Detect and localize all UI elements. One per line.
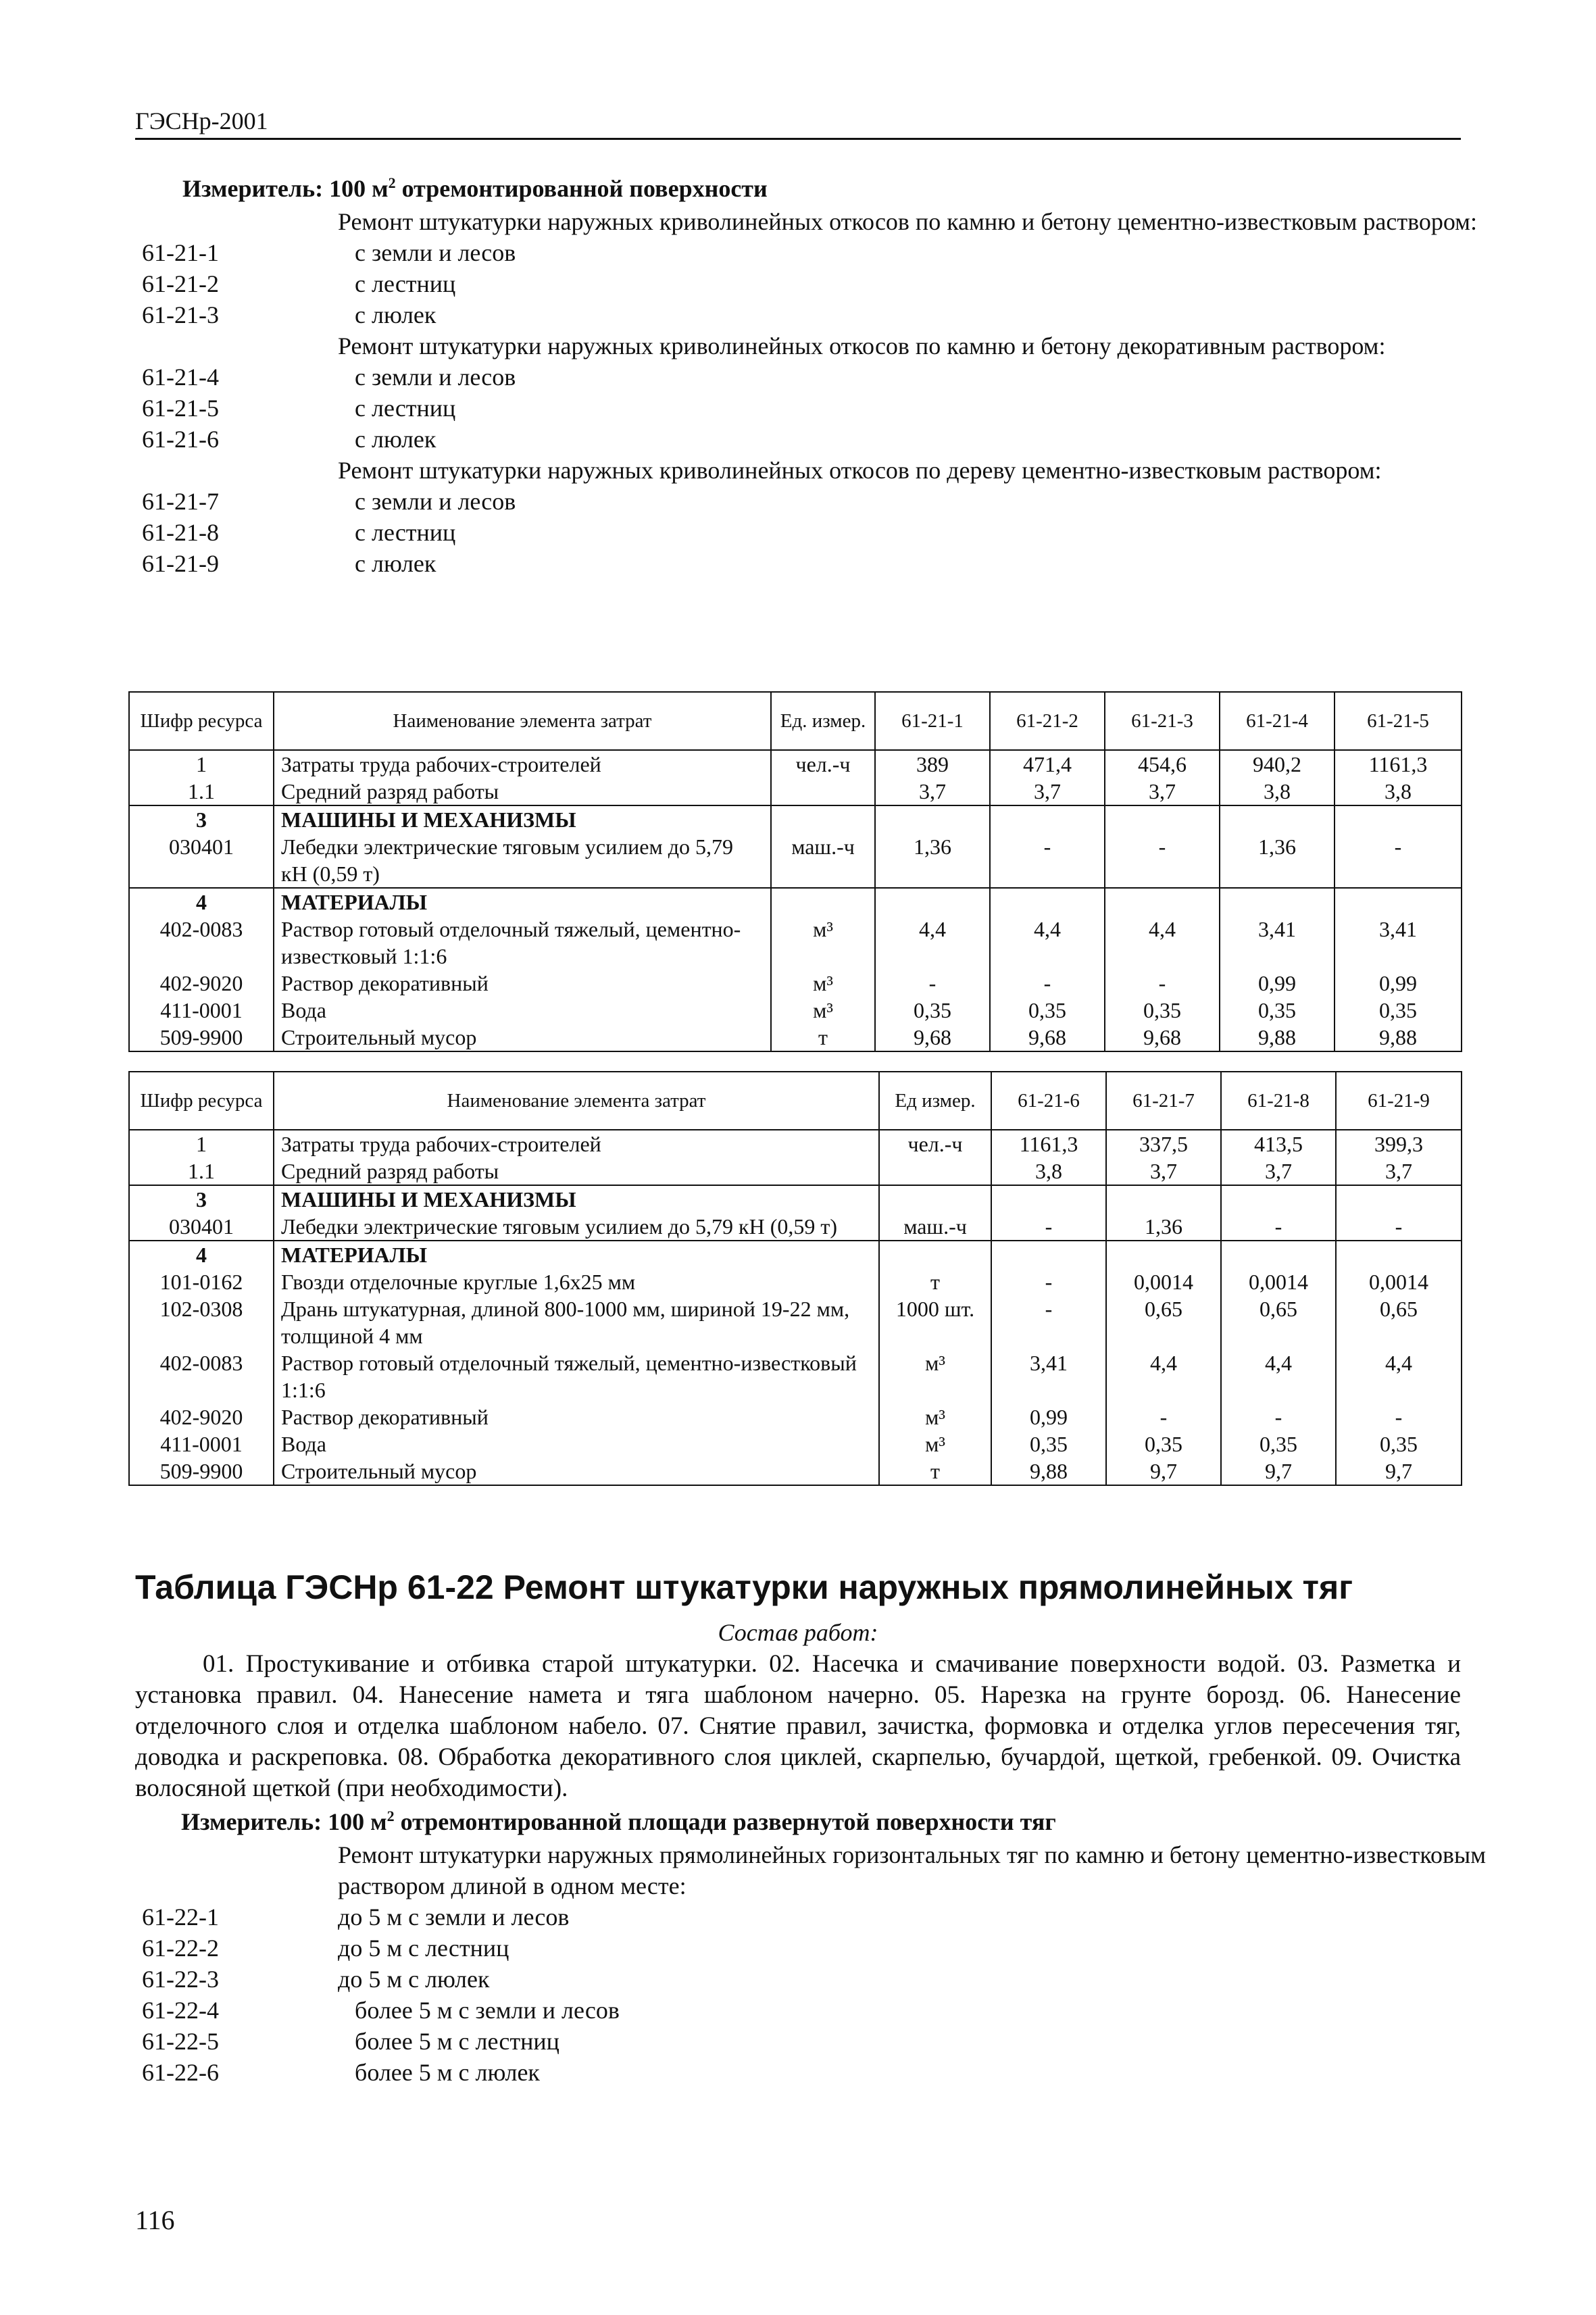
cell: 3 xyxy=(129,1185,274,1213)
cell: 9,7 xyxy=(1106,1458,1221,1485)
cell: 471,4 xyxy=(990,750,1105,778)
cell: Вода xyxy=(274,997,771,1024)
meter-sup: 2 xyxy=(388,174,396,191)
cell: - xyxy=(990,970,1105,997)
cell: 4,4 xyxy=(1105,916,1220,970)
norm-entry xyxy=(142,362,1487,393)
cell: Раствор декоративный xyxy=(274,970,771,997)
norm-list-61-22 xyxy=(142,1839,1487,2088)
cell: 402-0083 xyxy=(129,916,274,970)
cell: 509-9900 xyxy=(129,1024,274,1051)
norm-list-61-21 xyxy=(142,206,1487,579)
cell: 9,7 xyxy=(1336,1458,1462,1485)
cell: - xyxy=(875,970,990,997)
cell: 9,7 xyxy=(1221,1458,1336,1485)
cell: 0,99 xyxy=(1220,970,1335,997)
cell xyxy=(1105,888,1220,916)
column-header: 61-21-2 xyxy=(990,692,1105,750)
meter-suffix: отремонтированной поверхности xyxy=(395,175,768,202)
cell: 3,8 xyxy=(991,1158,1106,1185)
cell: 4,4 xyxy=(875,916,990,970)
works-description: 01. Простукивание и отбивка старой штукатурки. 02. Насечка и смачивание поверхности водой. 03. Разметка и установка правил. 04. Нанесение намета и тяга шаблоном начерно. 05. Нарезка на грунте борозд. 06. Нанесение отделочного слоя и отделка шаблоном набело. 07. Снятие правил, зачистка, формовка и отделка углов пересечения тяг, доводка и раскреповка. 08. Обработка декоративного слоя циклей, скарпелью, бучардой, щеткой, гребенкой. 09. Очистка волосяной щеткой (при необходимости). xyxy=(135,1650,1461,1802)
cell: 0,35 xyxy=(990,997,1105,1024)
resource-table-1 xyxy=(128,691,1462,1052)
table-row xyxy=(129,1403,1462,1430)
cell: 1161,3 xyxy=(991,1130,1106,1158)
cell: 9,68 xyxy=(875,1024,990,1051)
column-header: 61-21-4 xyxy=(1220,692,1335,750)
cell: Раствор готовый отделочный тяжелый, цементно-известковый 1:1:6 xyxy=(274,916,771,970)
cell: 413,5 xyxy=(1221,1130,1336,1158)
cell xyxy=(1335,888,1462,916)
cell: Дрань штукатурная, длиной 800-1000 мм, шириной 19-22 мм, толщиной 4 мм xyxy=(274,1295,879,1349)
cell: м³ xyxy=(879,1430,991,1458)
meter-suffix: отремонтированной площади развернутой поверхности тяг xyxy=(394,1808,1056,1835)
norm-entry xyxy=(142,268,1487,299)
cell: маш.-ч xyxy=(879,1213,991,1241)
cell: 402-9020 xyxy=(129,970,274,997)
cell xyxy=(1221,1241,1336,1268)
group-description: Ремонт штукатурки наружных прямолинейных горизонтальных тяг по камню и бетону цементно-известковым раствором длиной в одном месте: xyxy=(338,1841,1487,1899)
cell: 399,3 xyxy=(1336,1130,1462,1158)
cell: 3,8 xyxy=(1220,778,1335,805)
cell: 940,2 xyxy=(1220,750,1335,778)
cell: 0,35 xyxy=(991,1430,1106,1458)
table-row xyxy=(129,1268,1462,1295)
group-description: Ремонт штукатурки наружных криволинейных откосов по дереву цементно-известковым раствором: xyxy=(338,457,1382,484)
cell: 1,36 xyxy=(875,833,990,888)
cell xyxy=(879,1158,991,1185)
norm-code: 61-22-3 xyxy=(142,1966,219,1993)
cell: - xyxy=(1336,1403,1462,1430)
resource-table-2 xyxy=(128,1071,1462,1486)
norm-entry xyxy=(142,2057,1487,2088)
cell: 0,65 xyxy=(1106,1295,1221,1349)
cell: Затраты труда рабочих-строителей xyxy=(274,1130,879,1158)
column-header: Ед. измер. xyxy=(771,692,875,750)
norm-entry xyxy=(142,237,1487,268)
norm-label: с земли и лесов xyxy=(355,239,516,266)
cell: 4 xyxy=(129,888,274,916)
cell: 3,7 xyxy=(1336,1158,1462,1185)
norm-entry xyxy=(142,1933,1487,1964)
cell: т xyxy=(879,1458,991,1485)
norm-entry xyxy=(142,2026,1487,2057)
cell: 9,88 xyxy=(991,1458,1106,1485)
cell: 0,35 xyxy=(875,997,990,1024)
cell: 0,65 xyxy=(1221,1295,1336,1349)
norm-entry xyxy=(142,1901,1487,1933)
cell: м³ xyxy=(771,916,875,970)
norm-label: до 5 м с лестниц xyxy=(338,1935,509,1962)
column-header: 61-21-8 xyxy=(1221,1072,1336,1130)
cell: 9,68 xyxy=(1105,1024,1220,1051)
cell: т xyxy=(879,1268,991,1295)
cell: МАШИНЫ И МЕХАНИЗМЫ xyxy=(274,805,771,833)
norm-code: 61-21-7 xyxy=(142,488,219,515)
norm-label: более 5 м с земли и лесов xyxy=(355,1997,620,2024)
cell: 9,68 xyxy=(990,1024,1105,1051)
cell: 0,0014 xyxy=(1336,1268,1462,1295)
cell: МАШИНЫ И МЕХАНИЗМЫ xyxy=(274,1185,879,1213)
norm-code: 61-21-9 xyxy=(142,550,219,577)
cell xyxy=(1105,805,1220,833)
table-section-row xyxy=(129,1185,1462,1213)
cell xyxy=(879,1241,991,1268)
cell: 3,41 xyxy=(1335,916,1462,970)
cell xyxy=(991,1241,1106,1268)
column-header: Ед измер. xyxy=(879,1072,991,1130)
column-header: Шифр ресурса xyxy=(129,692,274,750)
norm-entry xyxy=(142,299,1487,330)
column-header: Наименование элемента затрат xyxy=(274,692,771,750)
norm-label: более 5 м с люлек xyxy=(355,2059,540,2086)
group-description: Ремонт штукатурки наружных криволинейных откосов по камню и бетону цементно-известковым раствором: xyxy=(338,208,1477,235)
page-number: 116 xyxy=(135,2205,175,2235)
table-row xyxy=(129,997,1462,1024)
table-section-row xyxy=(129,805,1462,833)
cell: Вода xyxy=(274,1430,879,1458)
table-section-row xyxy=(129,1241,1462,1268)
cell: т xyxy=(771,1024,875,1051)
cell xyxy=(771,778,875,805)
table-row xyxy=(129,778,1462,805)
column-header: 61-21-3 xyxy=(1105,692,1220,750)
norm-code: 61-22-6 xyxy=(142,2059,219,2086)
norm-label: с люлек xyxy=(355,426,437,453)
cell: м³ xyxy=(879,1349,991,1403)
norm-entry xyxy=(142,424,1487,455)
cell xyxy=(1335,805,1462,833)
cell: - xyxy=(1335,833,1462,888)
cell: - xyxy=(991,1295,1106,1349)
cell: Затраты труда рабочих-строителей xyxy=(274,750,771,778)
norm-label: с земли и лесов xyxy=(355,364,516,391)
cell: 389 xyxy=(875,750,990,778)
cell: 0,99 xyxy=(991,1403,1106,1430)
cell: - xyxy=(990,833,1105,888)
cell: 1,36 xyxy=(1220,833,1335,888)
cell xyxy=(1336,1241,1462,1268)
group-description: Ремонт штукатурки наружных криволинейных откосов по камню и бетону декоративным раствором: xyxy=(338,332,1386,359)
cell: 3,41 xyxy=(1220,916,1335,970)
table-header-row xyxy=(129,692,1462,750)
table-header-row xyxy=(129,1072,1462,1130)
table-row xyxy=(129,750,1462,778)
column-header: 61-21-7 xyxy=(1106,1072,1221,1130)
cell: маш.-ч xyxy=(771,833,875,888)
cell: м³ xyxy=(879,1403,991,1430)
table-row xyxy=(129,1458,1462,1485)
cell: 1000 шт. xyxy=(879,1295,991,1349)
norm-code: 61-21-3 xyxy=(142,301,219,328)
norm-label: с земли и лесов xyxy=(355,488,516,515)
cell xyxy=(879,1185,991,1213)
cell: Гвозди отделочные круглые 1,6х25 мм xyxy=(274,1268,879,1295)
cell: 4,4 xyxy=(1221,1349,1336,1403)
cell xyxy=(771,888,875,916)
norm-label: до 5 м с земли и лесов xyxy=(338,1903,570,1931)
cell: м³ xyxy=(771,997,875,1024)
cell: 102-0308 xyxy=(129,1295,274,1349)
norm-label: с люлек xyxy=(355,301,437,328)
column-header: 61-21-1 xyxy=(875,692,990,750)
norm-code: 61-21-8 xyxy=(142,519,219,546)
norm-label: с лестниц xyxy=(355,395,456,422)
cell: 0,0014 xyxy=(1221,1268,1336,1295)
table-row xyxy=(129,970,1462,997)
cell xyxy=(1221,1185,1336,1213)
cell: 4 xyxy=(129,1241,274,1268)
cell: - xyxy=(991,1268,1106,1295)
table-row xyxy=(129,1349,1462,1403)
cell: 101-0162 xyxy=(129,1268,274,1295)
cell: 3,41 xyxy=(991,1349,1106,1403)
cell: 4,4 xyxy=(1336,1349,1462,1403)
cell: 411-0001 xyxy=(129,1430,274,1458)
cell xyxy=(771,805,875,833)
cell: 1 xyxy=(129,1130,274,1158)
norm-code: 61-21-5 xyxy=(142,395,219,422)
cell: 0,35 xyxy=(1335,997,1462,1024)
cell: 0,0014 xyxy=(1106,1268,1221,1295)
norm-code: 61-21-4 xyxy=(142,364,219,391)
cell: МАТЕРИАЛЫ xyxy=(274,1241,879,1268)
norm-code: 61-21-1 xyxy=(142,239,219,266)
norm-label: с люлек xyxy=(355,550,437,577)
norm-entry xyxy=(142,517,1487,548)
cell: 402-9020 xyxy=(129,1403,274,1430)
cell: 0,35 xyxy=(1105,997,1220,1024)
cell: 0,65 xyxy=(1336,1295,1462,1349)
running-header: ГЭСНр-2001 xyxy=(135,107,1461,140)
cell: 3,8 xyxy=(1335,778,1462,805)
norm-label: до 5 м с люлек xyxy=(338,1966,490,1993)
works-title: Состав работ: xyxy=(718,1619,878,1646)
cell: м³ xyxy=(771,970,875,997)
cell xyxy=(991,1185,1106,1213)
cell: 454,6 xyxy=(1105,750,1220,778)
norm-code: 61-22-4 xyxy=(142,1997,219,2024)
table-row xyxy=(129,1430,1462,1458)
norm-entry xyxy=(142,393,1487,424)
norm-label: более 5 м с лестниц xyxy=(355,2028,559,2055)
cell: 402-0083 xyxy=(129,1349,274,1403)
norm-label: с лестниц xyxy=(355,519,456,546)
cell: 9,88 xyxy=(1220,1024,1335,1051)
norm-code: 61-22-5 xyxy=(142,2028,219,2055)
meter-line-2 xyxy=(181,1808,1056,1836)
column-header: 61-21-5 xyxy=(1335,692,1462,750)
norm-code: 61-22-1 xyxy=(142,1903,219,1931)
meter-prefix: Измеритель: 100 м xyxy=(181,1808,387,1835)
section-title: Таблица ГЭСНр 61-22 Ремонт штукатурки наружных прямолинейных тяг xyxy=(135,1568,1353,1606)
norm-entry xyxy=(142,1964,1487,1995)
cell: 411-0001 xyxy=(129,997,274,1024)
cell: 4,4 xyxy=(990,916,1105,970)
cell: Средний разряд работы xyxy=(274,778,771,805)
table-row xyxy=(129,1158,1462,1185)
cell: 1 xyxy=(129,750,274,778)
cell: 3,7 xyxy=(875,778,990,805)
norm-entry xyxy=(142,1995,1487,2026)
cell: 1161,3 xyxy=(1335,750,1462,778)
column-header: 61-21-6 xyxy=(991,1072,1106,1130)
norm-code: 61-22-2 xyxy=(142,1935,219,1962)
cell: Лебедки электрические тяговым усилием до 5,79 кН (0,59 т) xyxy=(274,833,771,888)
norm-entry xyxy=(142,548,1487,579)
cell: Строительный мусор xyxy=(274,1024,771,1051)
cell: 4,4 xyxy=(1106,1349,1221,1403)
table-row xyxy=(129,1130,1462,1158)
table-section-row xyxy=(129,888,1462,916)
cell: 0,35 xyxy=(1220,997,1335,1024)
cell: 1.1 xyxy=(129,778,274,805)
cell xyxy=(1106,1241,1221,1268)
cell: - xyxy=(1105,833,1220,888)
cell: - xyxy=(1106,1403,1221,1430)
cell: 509-9900 xyxy=(129,1458,274,1485)
cell: 3 xyxy=(129,805,274,833)
meter-line-1 xyxy=(182,174,768,203)
cell xyxy=(990,888,1105,916)
cell: МАТЕРИАЛЫ xyxy=(274,888,771,916)
cell xyxy=(875,888,990,916)
cell: 3,7 xyxy=(1221,1158,1336,1185)
cell xyxy=(1106,1185,1221,1213)
norm-entry xyxy=(142,486,1487,517)
cell: 3,7 xyxy=(1105,778,1220,805)
cell: - xyxy=(1221,1213,1336,1241)
meter-sup: 2 xyxy=(386,1808,395,1824)
table-row xyxy=(129,1295,1462,1349)
cell: чел.-ч xyxy=(771,750,875,778)
meter-prefix: Измеритель: 100 м xyxy=(182,175,389,202)
cell: Раствор декоративный xyxy=(274,1403,879,1430)
cell: 0,35 xyxy=(1336,1430,1462,1458)
column-header: Шифр ресурса xyxy=(129,1072,274,1130)
cell xyxy=(1220,805,1335,833)
cell: 3,7 xyxy=(1106,1158,1221,1185)
norm-label: с лестниц xyxy=(355,270,456,297)
cell: 3,7 xyxy=(990,778,1105,805)
cell: - xyxy=(1221,1403,1336,1430)
cell: Лебедки электрические тяговым усилием до 5,79 кН (0,59 т) xyxy=(274,1213,879,1241)
cell: - xyxy=(1105,970,1220,997)
table-row xyxy=(129,833,1462,888)
table-row xyxy=(129,1024,1462,1051)
cell: 1,36 xyxy=(1106,1213,1221,1241)
cell: 9,88 xyxy=(1335,1024,1462,1051)
column-header: Наименование элемента затрат xyxy=(274,1072,879,1130)
cell: 0,35 xyxy=(1221,1430,1336,1458)
cell: 0,99 xyxy=(1335,970,1462,997)
cell xyxy=(1336,1185,1462,1213)
cell: 030401 xyxy=(129,1213,274,1241)
table-row xyxy=(129,916,1462,970)
table-row xyxy=(129,1213,1462,1241)
cell: Строительный мусор xyxy=(274,1458,879,1485)
norm-code: 61-21-2 xyxy=(142,270,219,297)
cell: Раствор готовый отделочный тяжелый, цементно-известковый 1:1:6 xyxy=(274,1349,879,1403)
cell: 337,5 xyxy=(1106,1130,1221,1158)
cell: 0,35 xyxy=(1106,1430,1221,1458)
cell: - xyxy=(1336,1213,1462,1241)
cell: Средний разряд работы xyxy=(274,1158,879,1185)
cell xyxy=(1220,888,1335,916)
cell xyxy=(990,805,1105,833)
cell: 1.1 xyxy=(129,1158,274,1185)
cell: - xyxy=(991,1213,1106,1241)
norm-code: 61-21-6 xyxy=(142,426,219,453)
column-header: 61-21-9 xyxy=(1336,1072,1462,1130)
cell xyxy=(875,805,990,833)
cell: чел.-ч xyxy=(879,1130,991,1158)
cell: 030401 xyxy=(129,833,274,888)
